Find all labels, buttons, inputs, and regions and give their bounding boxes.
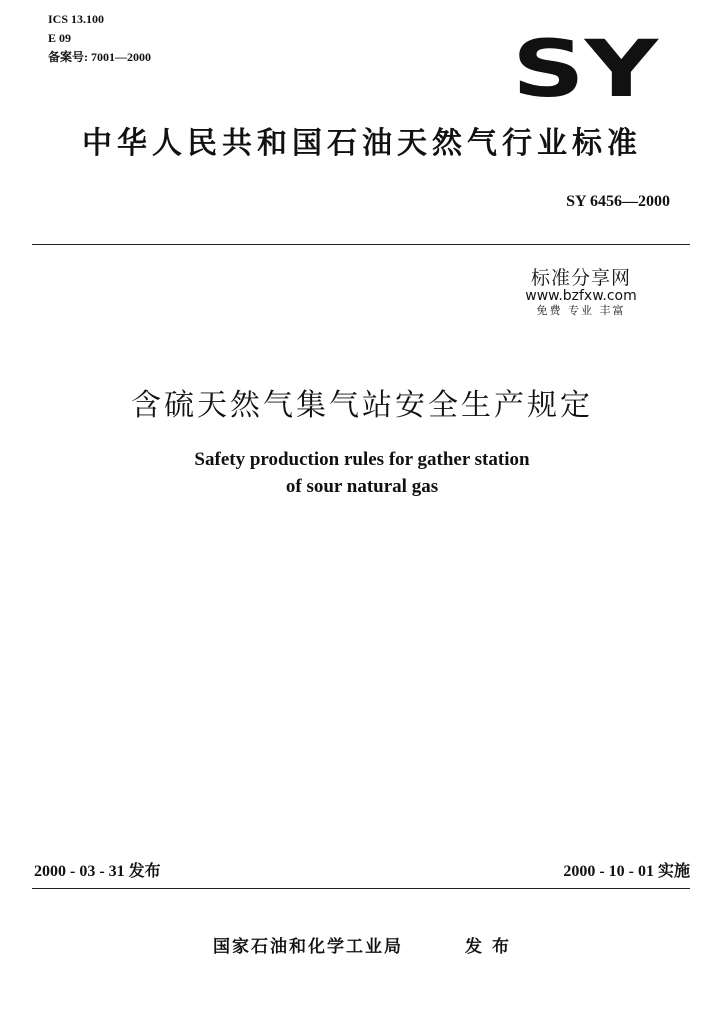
stamp-name: 标准分享网 [530, 267, 631, 289]
org-title: 中华人民共和国石油天然气行业标准 [82, 126, 642, 161]
stamp-url: www.bzfxw.com [525, 288, 637, 304]
title-english-line-2: of sour natural gas [285, 476, 439, 497]
standard-number: SY 6456—2000 [566, 193, 670, 210]
footer-divider [32, 888, 690, 889]
record-number: 备案号: 7001—2000 [48, 50, 151, 64]
ics-code: ICS 13.100 [48, 12, 105, 26]
sy-logo-text: SY [512, 32, 660, 102]
stamp-slogan: 免费 专业 丰富 [536, 304, 626, 317]
implementation-date: 2000 - 10 - 01 实施 [563, 863, 690, 880]
title-english-line-1: Safety production rules for gather station [194, 449, 530, 470]
issue-date: 2000 - 03 - 31 发布 [34, 863, 161, 880]
watermark-stamp [513, 267, 649, 318]
issuer-action: 发布 [465, 937, 519, 957]
category-code: E 09 [48, 31, 72, 45]
sy-logo [510, 32, 660, 102]
issuer-name: 国家石油和化学工业局 [213, 937, 403, 957]
title-chinese: 含硫天然气集气站安全生产规定 [131, 388, 593, 423]
header-divider [32, 244, 690, 245]
